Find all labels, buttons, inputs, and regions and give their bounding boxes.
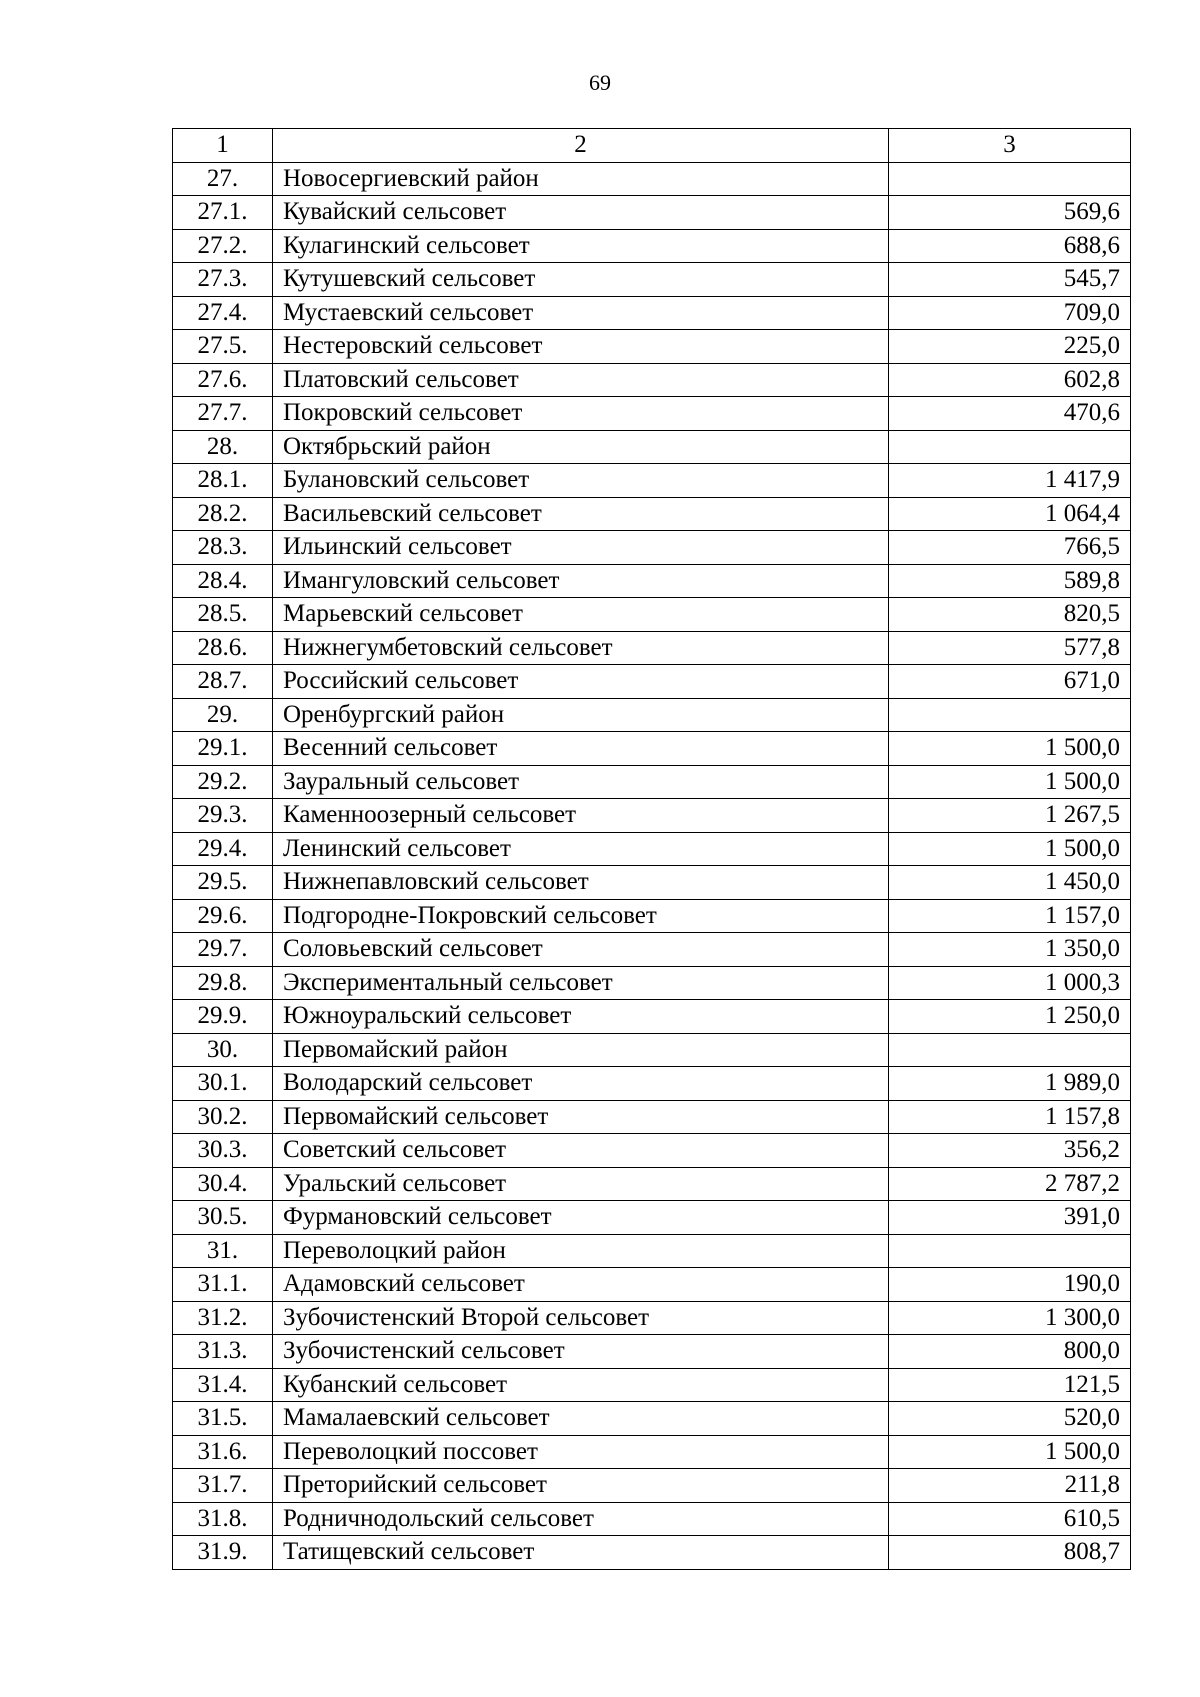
row-name: Нижнегумбетовский сельсовет [273, 631, 889, 665]
row-value: 225,0 [889, 330, 1131, 364]
row-name: Весенний сельсовет [273, 732, 889, 766]
row-name: Мамалаевский сельсовет [273, 1402, 889, 1436]
row-number: 29.7. [173, 933, 273, 967]
row-name: Уральский сельсовет [273, 1167, 889, 1201]
column-header-number: 1 [173, 129, 273, 163]
table-row [173, 799, 1131, 833]
table-row [173, 732, 1131, 766]
row-value: 391,0 [889, 1201, 1131, 1235]
row-value: 190,0 [889, 1268, 1131, 1302]
row-value: 1 157,0 [889, 899, 1131, 933]
district-row [173, 162, 1131, 196]
row-name: Первомайский сельсовет [273, 1100, 889, 1134]
row-name: Зауральный сельсовет [273, 765, 889, 799]
row-number: 31.8. [173, 1502, 273, 1536]
table-row [173, 765, 1131, 799]
row-value: 610,5 [889, 1502, 1131, 1536]
row-value: 766,5 [889, 531, 1131, 565]
table-row [173, 933, 1131, 967]
row-value [889, 1234, 1131, 1268]
row-value: 545,7 [889, 263, 1131, 297]
row-number: 27.4. [173, 296, 273, 330]
row-name: Ильинский сельсовет [273, 531, 889, 565]
row-value: 688,6 [889, 229, 1131, 263]
row-number: 29. [173, 698, 273, 732]
row-value: 589,8 [889, 564, 1131, 598]
row-name: Советский сельсовет [273, 1134, 889, 1168]
row-value: 1 500,0 [889, 832, 1131, 866]
table-row [173, 1335, 1131, 1369]
row-number: 28.5. [173, 598, 273, 632]
table-row [173, 229, 1131, 263]
row-number: 30. [173, 1033, 273, 1067]
row-name: Переволоцкий район [273, 1234, 889, 1268]
table-row [173, 899, 1131, 933]
row-name: Октябрьский район [273, 430, 889, 464]
row-number: 28. [173, 430, 273, 464]
row-value: 1 300,0 [889, 1301, 1131, 1335]
row-value: 671,0 [889, 665, 1131, 699]
row-value [889, 1033, 1131, 1067]
column-header-name: 2 [273, 129, 889, 163]
row-number: 31.5. [173, 1402, 273, 1436]
row-number: 28.4. [173, 564, 273, 598]
row-number: 31.9. [173, 1536, 273, 1570]
row-name: Родничнодольский сельсовет [273, 1502, 889, 1536]
table-row [173, 564, 1131, 598]
table-row [173, 397, 1131, 431]
row-value: 1 350,0 [889, 933, 1131, 967]
row-name: Российский сельсовет [273, 665, 889, 699]
table-row [173, 1301, 1131, 1335]
table-row [173, 1402, 1131, 1436]
row-number: 29.6. [173, 899, 273, 933]
row-name: Володарский сельсовет [273, 1067, 889, 1101]
row-name: Новосергиевский район [273, 162, 889, 196]
row-number: 28.3. [173, 531, 273, 565]
row-number: 31.6. [173, 1435, 273, 1469]
table-row [173, 966, 1131, 1000]
row-value [889, 162, 1131, 196]
allocation-table [172, 128, 1131, 1570]
row-number: 29.9. [173, 1000, 273, 1034]
table-row [173, 1201, 1131, 1235]
row-number: 29.4. [173, 832, 273, 866]
row-number: 31.7. [173, 1469, 273, 1503]
table-row [173, 1167, 1131, 1201]
row-number: 29.2. [173, 765, 273, 799]
row-name: Платовский сельсовет [273, 363, 889, 397]
table-row [173, 1000, 1131, 1034]
row-name: Оренбургский район [273, 698, 889, 732]
row-number: 29.5. [173, 866, 273, 900]
table-row [173, 665, 1131, 699]
row-number: 31.1. [173, 1268, 273, 1302]
row-name: Каменноозерный сельсовет [273, 799, 889, 833]
table-row [173, 1134, 1131, 1168]
row-number: 30.5. [173, 1201, 273, 1235]
header-row [173, 129, 1131, 163]
row-name: Имангуловский сельсовет [273, 564, 889, 598]
row-number: 27.6. [173, 363, 273, 397]
row-value: 569,6 [889, 196, 1131, 230]
district-row [173, 698, 1131, 732]
row-number: 27. [173, 162, 273, 196]
row-value: 520,0 [889, 1402, 1131, 1436]
table-row [173, 363, 1131, 397]
row-number: 27.5. [173, 330, 273, 364]
row-name: Подгородне-Покровский сельсовет [273, 899, 889, 933]
row-number: 27.2. [173, 229, 273, 263]
row-number: 27.7. [173, 397, 273, 431]
table-row [173, 1368, 1131, 1402]
row-number: 28.2. [173, 497, 273, 531]
page-number: 69 [589, 70, 611, 95]
table-row [173, 1268, 1131, 1302]
row-name: Переволоцкий поссовет [273, 1435, 889, 1469]
table-row [173, 1067, 1131, 1101]
row-number: 30.3. [173, 1134, 273, 1168]
row-value: 1 250,0 [889, 1000, 1131, 1034]
table-header [173, 129, 1131, 163]
row-name: Первомайский район [273, 1033, 889, 1067]
table-row [173, 1435, 1131, 1469]
row-name: Кувайский сельсовет [273, 196, 889, 230]
row-value: 1 267,5 [889, 799, 1131, 833]
row-number: 29.8. [173, 966, 273, 1000]
district-row [173, 1234, 1131, 1268]
row-number: 27.3. [173, 263, 273, 297]
row-value [889, 698, 1131, 732]
row-value: 820,5 [889, 598, 1131, 632]
table-row [173, 196, 1131, 230]
row-value: 1 064,4 [889, 497, 1131, 531]
row-value: 709,0 [889, 296, 1131, 330]
row-number: 30.1. [173, 1067, 273, 1101]
row-name: Кубанский сельсовет [273, 1368, 889, 1402]
row-value: 602,8 [889, 363, 1131, 397]
district-row [173, 1033, 1131, 1067]
row-value: 1 450,0 [889, 866, 1131, 900]
table-row [173, 531, 1131, 565]
row-name: Нижнепавловский сельсовет [273, 866, 889, 900]
row-name: Булановский сельсовет [273, 464, 889, 498]
row-value: 2 787,2 [889, 1167, 1131, 1201]
column-header-value: 3 [889, 129, 1131, 163]
table-row [173, 330, 1131, 364]
table-row [173, 1100, 1131, 1134]
row-name: Марьевский сельсовет [273, 598, 889, 632]
row-value: 800,0 [889, 1335, 1131, 1369]
table-row [173, 832, 1131, 866]
row-value: 470,6 [889, 397, 1131, 431]
row-number: 31. [173, 1234, 273, 1268]
row-value: 1 157,8 [889, 1100, 1131, 1134]
row-number: 28.1. [173, 464, 273, 498]
row-number: 30.2. [173, 1100, 273, 1134]
row-number: 30.4. [173, 1167, 273, 1201]
row-name: Соловьевский сельсовет [273, 933, 889, 967]
row-name: Зубочистенский сельсовет [273, 1335, 889, 1369]
row-value: 1 417,9 [889, 464, 1131, 498]
row-number: 31.3. [173, 1335, 273, 1369]
row-value: 1 500,0 [889, 1435, 1131, 1469]
row-value: 1 500,0 [889, 732, 1131, 766]
table-body [173, 162, 1131, 1569]
row-number: 28.7. [173, 665, 273, 699]
row-name: Покровский сельсовет [273, 397, 889, 431]
row-number: 29.3. [173, 799, 273, 833]
row-number: 29.1. [173, 732, 273, 766]
row-value: 211,8 [889, 1469, 1131, 1503]
table-row [173, 497, 1131, 531]
row-name: Экспериментальный сельсовет [273, 966, 889, 1000]
table-row [173, 866, 1131, 900]
table-row [173, 1536, 1131, 1570]
table-row [173, 464, 1131, 498]
row-number: 31.2. [173, 1301, 273, 1335]
row-name: Кулагинский сельсовет [273, 229, 889, 263]
row-name: Преторийский сельсовет [273, 1469, 889, 1503]
row-name: Адамовский сельсовет [273, 1268, 889, 1302]
row-value: 356,2 [889, 1134, 1131, 1168]
row-number: 28.6. [173, 631, 273, 665]
table-row [173, 631, 1131, 665]
row-value [889, 430, 1131, 464]
row-name: Татищевский сельсовет [273, 1536, 889, 1570]
table-row [173, 296, 1131, 330]
row-name: Мустаевский сельсовет [273, 296, 889, 330]
row-name: Зубочистенский Второй сельсовет [273, 1301, 889, 1335]
table-row [173, 1469, 1131, 1503]
row-name: Нестеровский сельсовет [273, 330, 889, 364]
row-name: Ленинский сельсовет [273, 832, 889, 866]
row-name: Фурмановский сельсовет [273, 1201, 889, 1235]
row-name: Южноуральский сельсовет [273, 1000, 889, 1034]
table-row [173, 263, 1131, 297]
row-value: 577,8 [889, 631, 1131, 665]
row-number: 27.1. [173, 196, 273, 230]
district-row [173, 430, 1131, 464]
table-row [173, 1502, 1131, 1536]
row-value: 121,5 [889, 1368, 1131, 1402]
row-value: 1 989,0 [889, 1067, 1131, 1101]
row-name: Кутушевский сельсовет [273, 263, 889, 297]
table-row [173, 598, 1131, 632]
row-name: Васильевский сельсовет [273, 497, 889, 531]
row-value: 808,7 [889, 1536, 1131, 1570]
row-value: 1 500,0 [889, 765, 1131, 799]
row-value: 1 000,3 [889, 966, 1131, 1000]
row-number: 31.4. [173, 1368, 273, 1402]
